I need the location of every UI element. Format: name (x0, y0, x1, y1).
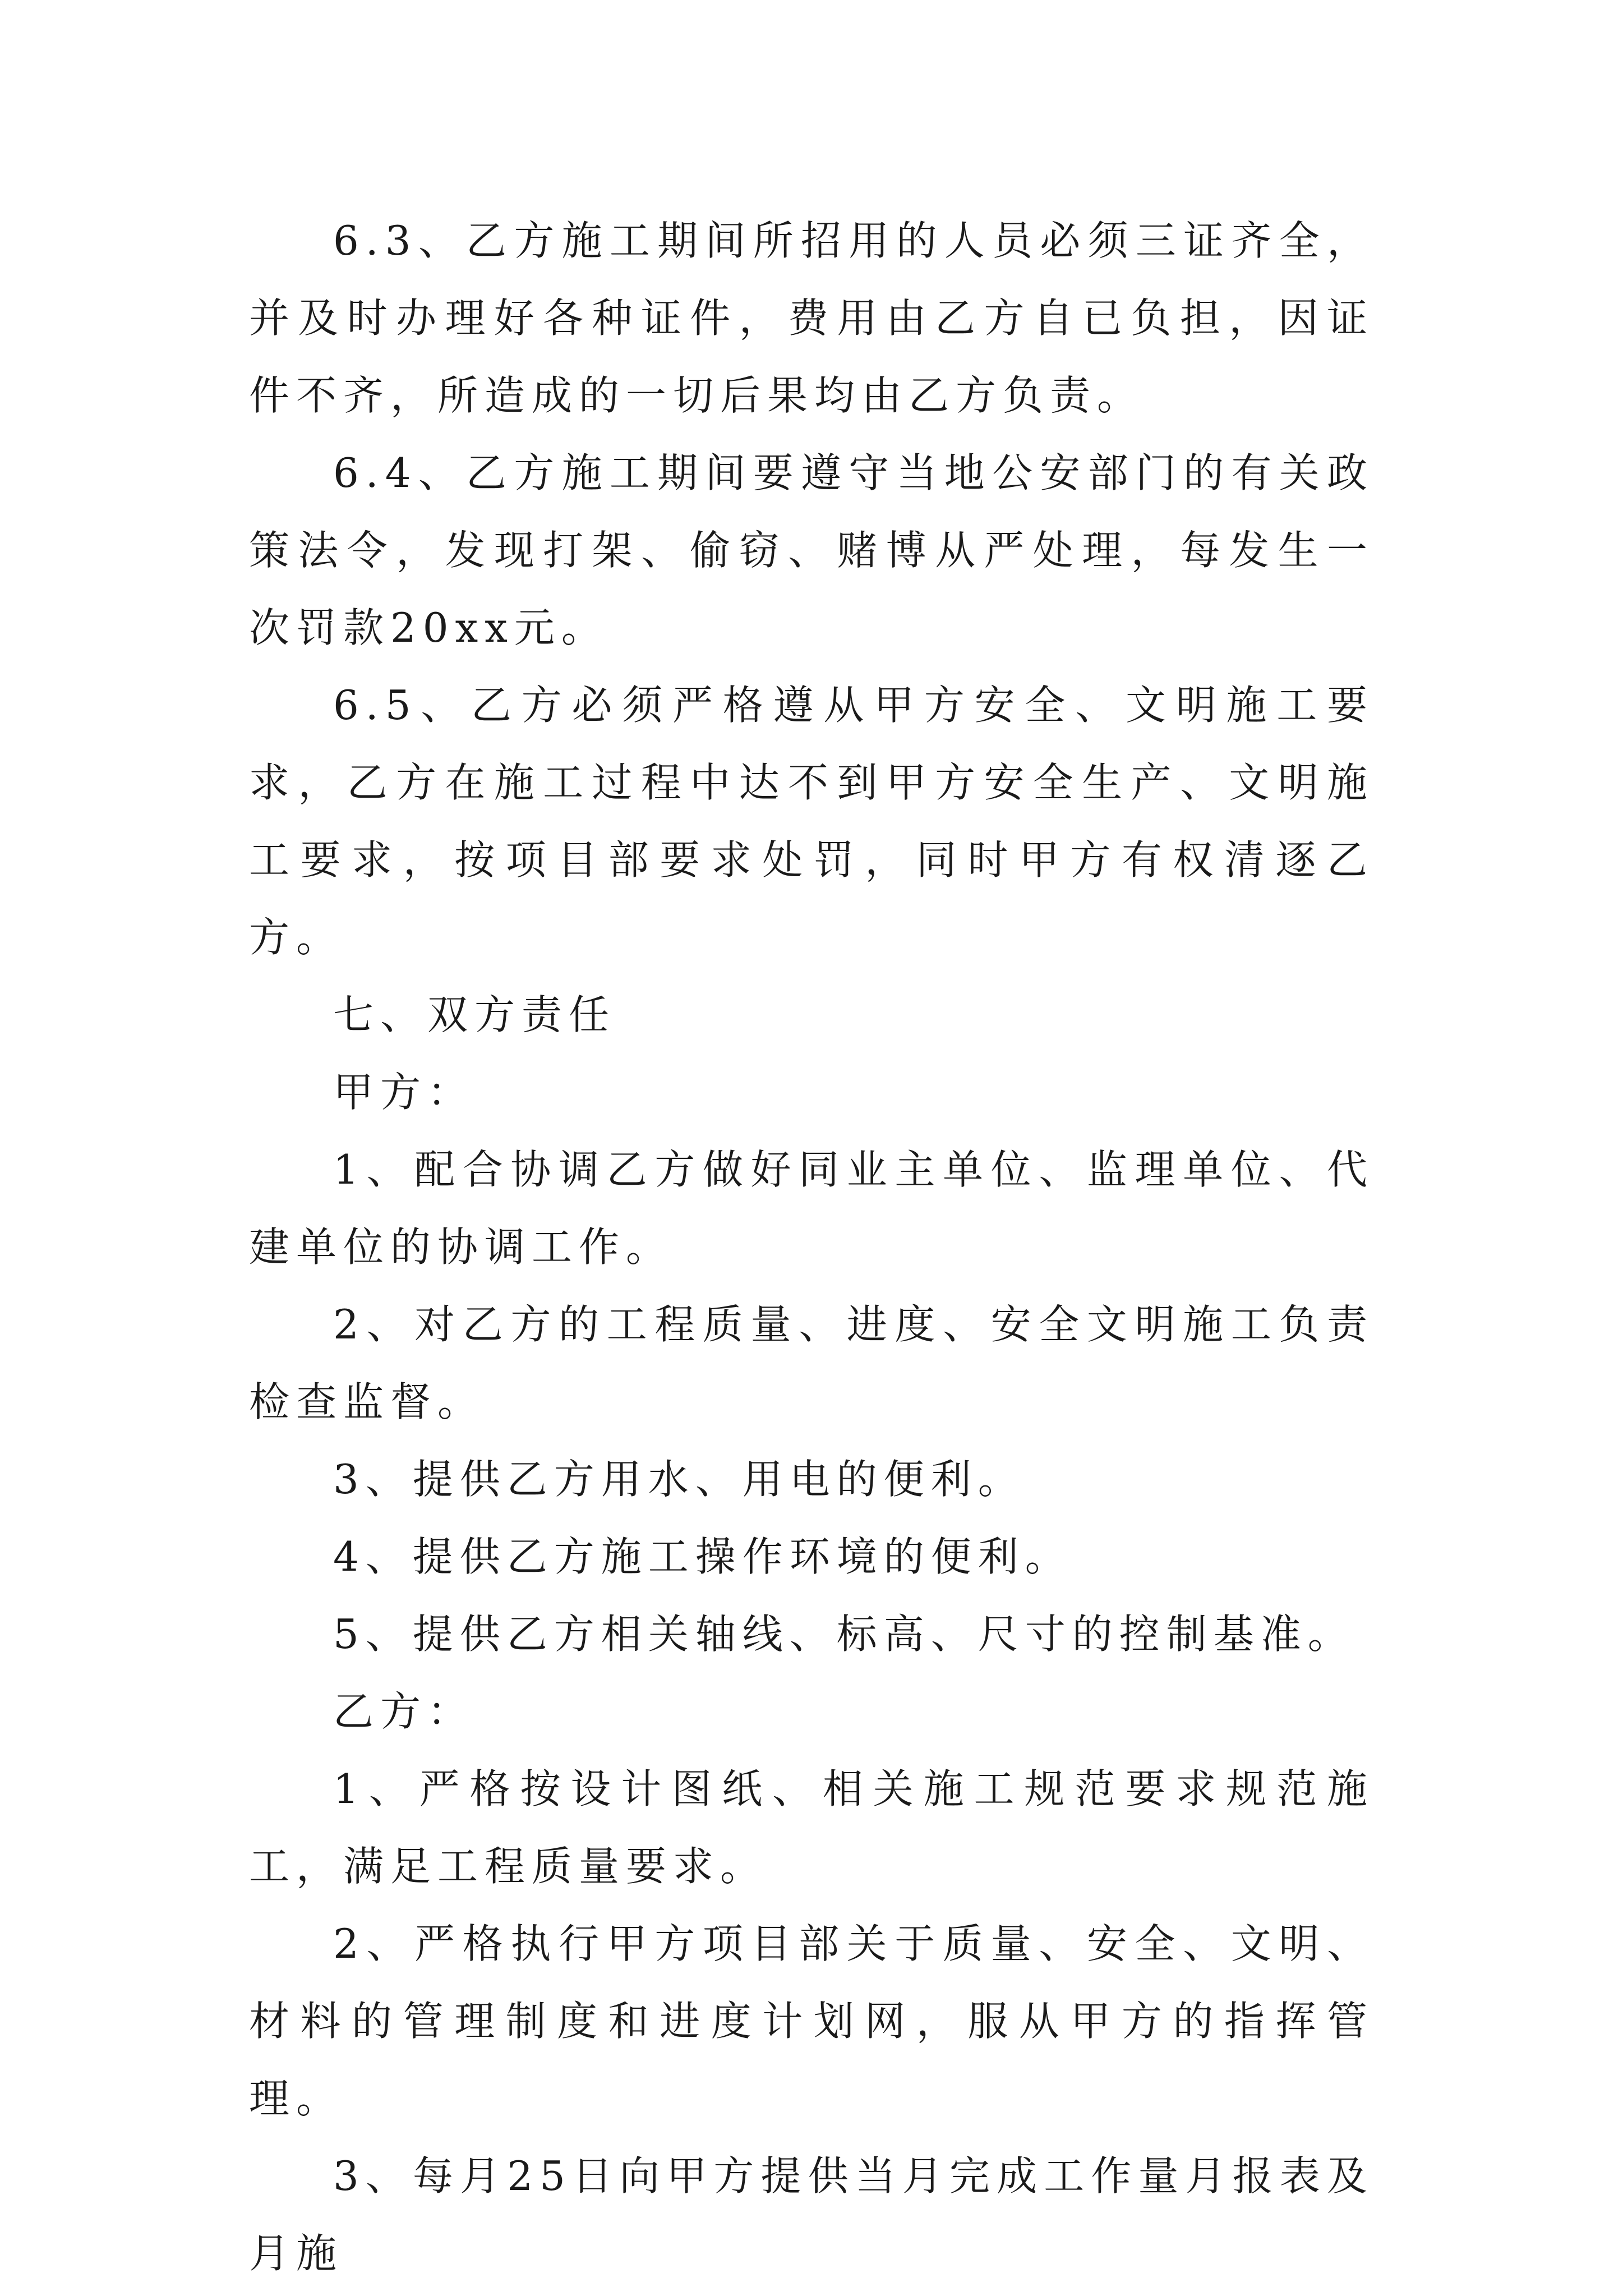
party-a-item-2: 2、对乙方的工程质量、进度、安全文明施工负责检查监督。 (249, 1301, 1374, 1425)
clause-6-4: 6.4、乙方施工期间要遵守当地公安部门的有关政策法令，发现打架、偷窃、赌博从严处理，每发生一次罚款20xx元。 (249, 449, 1374, 651)
document-body (249, 202, 1374, 2292)
clause-6-3: 6.3、乙方施工期间所招用的人员必须三证齐全，并及时办理好各种证件，费用由乙方自已负担，因证件不齐，所造成的一切后果均由乙方负责。 (249, 217, 1374, 419)
clause-6-5: 6.5、乙方必须严格遵从甲方安全、文明施工要求，乙方在施工过程中达不到甲方安全生产、文明施工要求，按项目部要求处罚，同时甲方有权清逐乙方。 (249, 682, 1374, 961)
party-a-item-1: 1、配合协调乙方做好同业主单位、监理单位、代建单位的协调工作。 (249, 1146, 1374, 1271)
party-b-item-2: 2、严格执行甲方项目部关于质量、安全、文明、材料的管理制度和进度计划网，服从甲方的指挥管理。 (249, 1920, 1374, 2122)
party-b-heading: 乙方： (333, 1688, 475, 1735)
party-b-item-1: 1、严格按设计图纸、相关施工规范要求规范施工，满足工程质量要求。 (249, 1765, 1374, 1890)
party-a-heading: 甲方： (333, 1069, 475, 1116)
party-a-item-4: 4、提供乙方施工操作环境的便利。 (333, 1533, 1072, 1580)
party-a-item-5: 5、提供乙方相关轴线、标高、尺寸的控制基准。 (333, 1611, 1355, 1658)
section-heading-responsibilities: 七、双方责任 (333, 991, 616, 1038)
party-a-item-3: 3、提供乙方用水、用电的便利。 (333, 1456, 1025, 1503)
party-b-item-3: 3、每月25日向甲方提供当月完成工作量月报表及月施 (249, 2152, 1374, 2277)
